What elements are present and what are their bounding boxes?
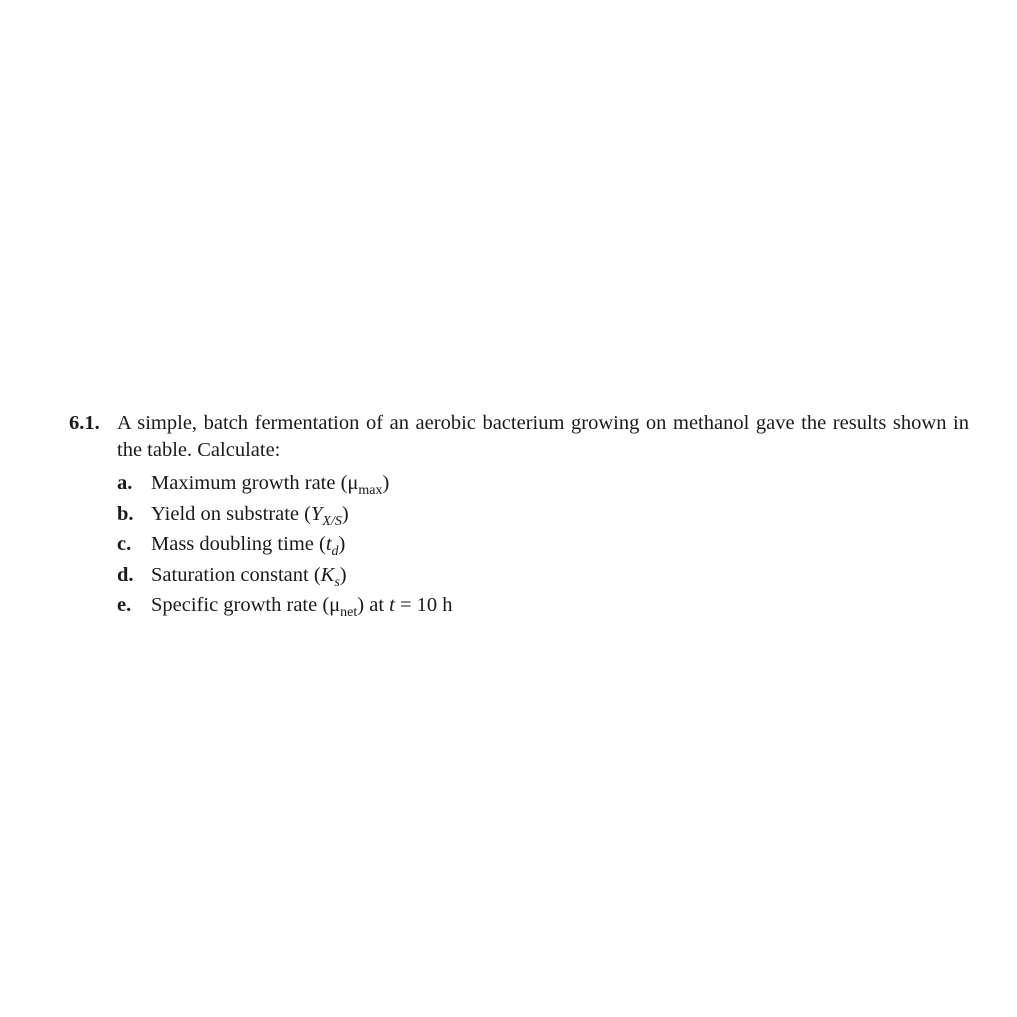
part-text: Maximum growth rate ( (151, 472, 348, 494)
part-text: Saturation constant ( (151, 563, 321, 586)
part-e (117, 590, 969, 621)
close-paren: ) (382, 472, 390, 494)
yield-symbol: Y (311, 502, 323, 525)
mu-symbol: μ (329, 594, 341, 616)
time-variable: t (389, 594, 395, 616)
close-paren: ) (338, 533, 346, 555)
subscript: d (331, 544, 339, 559)
subscript: X/S (322, 513, 342, 529)
part-a (117, 468, 969, 499)
part-text: Mass doubling time ( (151, 533, 326, 555)
constant-symbol: K (320, 563, 335, 586)
subscript: max (358, 483, 383, 498)
close-paren: ) at (357, 594, 390, 616)
part-text: Yield on substrate ( (151, 502, 311, 525)
close-paren: ) (339, 563, 347, 586)
problem-intro: A simple, batch fermentation of an aerobic bacterium growing on methanol gave the results shown in the table. Calculate: (117, 412, 969, 461)
part-letter: d. (117, 563, 134, 586)
part-letter: b. (117, 502, 134, 525)
part-letter: e. (117, 594, 132, 616)
part-letter: a. (117, 472, 133, 494)
problem-body (117, 410, 969, 621)
close-paren: ) (341, 502, 349, 525)
problem-parts-list (117, 468, 969, 621)
part-b (117, 499, 969, 530)
part-letter: c. (117, 533, 132, 555)
part-c (117, 529, 969, 560)
problem-number: 6.1. (69, 412, 100, 434)
part-text: Specific growth rate ( (151, 594, 330, 616)
part-d (117, 560, 969, 591)
subscript: net (340, 605, 358, 620)
mu-symbol: μ (347, 472, 359, 494)
subscript: s (334, 574, 340, 590)
condition-text: = 10 h (394, 594, 453, 616)
problem-6-1 (69, 410, 969, 621)
time-symbol: t (325, 533, 332, 555)
